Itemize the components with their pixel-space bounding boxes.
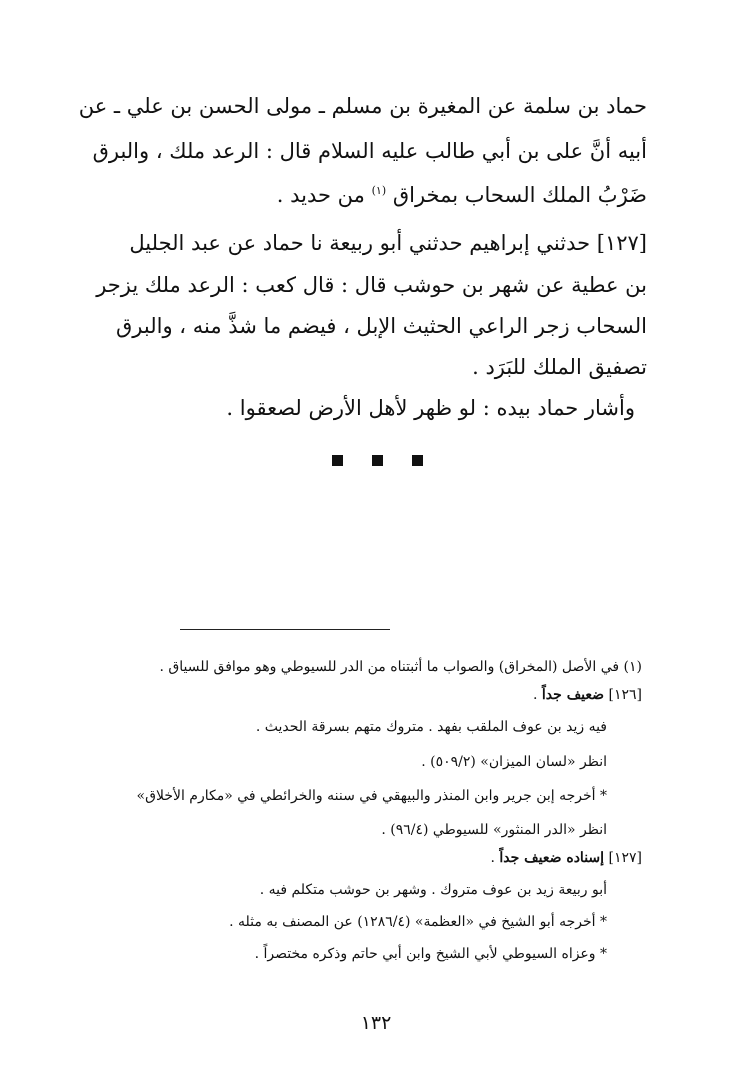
grade-label: إسناده ضعيف جداً xyxy=(499,850,605,866)
heading-end: . xyxy=(490,850,495,866)
main-text-line: السحاب زجر الراعي الحثيث الإبل ، فيضم ما شذَّ منه ، والبرق xyxy=(116,314,647,338)
footnote-heading-127 xyxy=(490,848,642,868)
footnote-marker: (١) xyxy=(371,184,387,197)
main-text-line: أبيه أنَّ على بن أبي طالب عليه السلام قال : الرعد ملك ، والبرق xyxy=(92,139,647,163)
section-divider-squares xyxy=(332,455,432,469)
footnote-1: (١) في الأصل (المخراق) والصواب ما أثبتناه من الدر للسيوطي وهو موافق للسياق . xyxy=(159,659,642,675)
main-text-line xyxy=(277,177,647,209)
main-text-line: بن عطية عن شهر بن حوشب قال : قال كعب : الرعد ملك يزجر xyxy=(96,273,647,297)
main-text-line: تصفيق الملك للبَرَد . xyxy=(472,355,647,379)
main-text-fragment: ضَرْبُ الملك السحاب بمخراق xyxy=(392,183,647,207)
hadith-number: [١٢٧] xyxy=(608,850,642,866)
page-number: ١٣٢ xyxy=(360,1012,392,1034)
main-text-line: حماد بن سلمة عن المغيرة بن مسلم ـ مولى الحسن بن علي ـ عن xyxy=(78,94,647,118)
footnote-line: * أخرجه إبن جرير وابن المنذر والبيهقي في سننه والخرائطي في «مكارم الأخلاق» xyxy=(136,788,607,804)
square-icon xyxy=(332,455,343,466)
main-text-fragment: من حديد . xyxy=(276,183,365,207)
footnote-line: أبو ربيعة زيد بن عوف متروك . وشهر بن حوشب متكلم فيه . xyxy=(259,882,607,898)
footnote-line: انظر «الدر المنثور» للسيوطي (٩٦/٤) . xyxy=(381,822,607,838)
square-icon xyxy=(372,455,383,466)
footnote-heading-126 xyxy=(533,685,642,705)
hadith-number: [١٢٦] xyxy=(608,687,642,703)
main-text-line: [١٢٧] حدثني إبراهيم حدثني أبو ربيعة نا حماد عن عبد الجليل xyxy=(129,231,647,255)
main-text-line: وأشار حماد بيده : لو ظهر لأهل الأرض لصعقوا . xyxy=(226,396,635,420)
square-icon xyxy=(412,455,423,466)
footnote-separator xyxy=(180,629,390,630)
footnote-line: * أخرجه أبو الشيخ في «العظمة» (١٢٨٦/٤) عن المصنف به مثله . xyxy=(229,914,607,930)
grade-label: ضعيف جداً xyxy=(541,687,605,703)
footnote-line: انظر «لسان الميزان» (٥٠٩/٢) . xyxy=(421,754,607,770)
footnote-line: فيه زيد بن عوف الملقب بفهد . متروك متهم بسرقة الحديث . xyxy=(255,719,607,735)
heading-end: . xyxy=(533,687,538,703)
footnote-line: * وعزاه السيوطي لأبي الشيخ وابن أبي حاتم وذكره مختصراً . xyxy=(254,946,607,962)
